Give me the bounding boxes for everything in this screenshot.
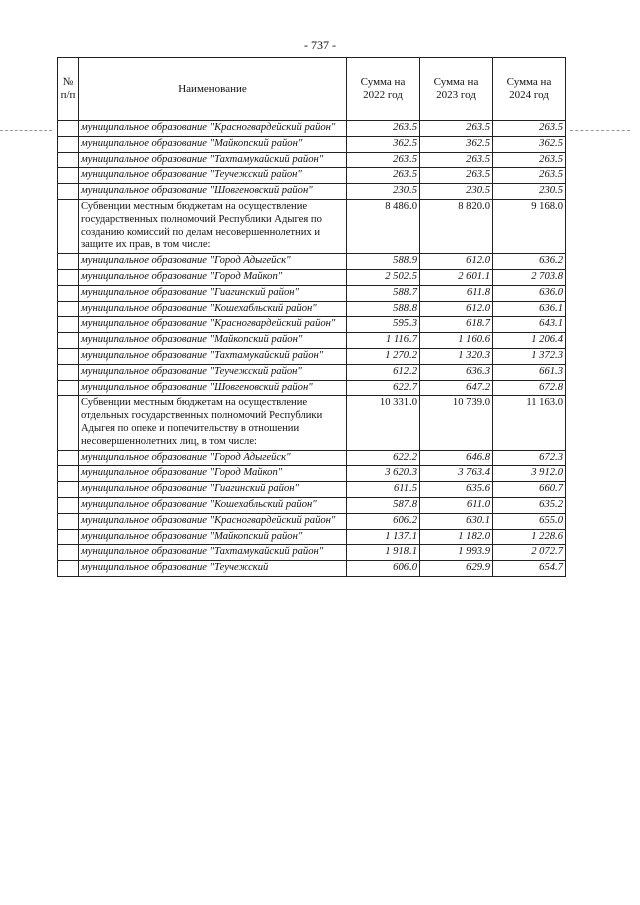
- amount-2024: 660.7: [493, 482, 566, 498]
- amount-2024: 1 206.4: [493, 333, 566, 349]
- amount-2024: 654.7: [493, 561, 566, 577]
- amount-2023: 1 160.6: [420, 333, 493, 349]
- amount-2023: 618.7: [420, 317, 493, 333]
- row-number-cell: [58, 184, 79, 200]
- amount-2022: 588.9: [347, 254, 420, 270]
- amount-2023: 646.8: [420, 450, 493, 466]
- table-row: [58, 364, 566, 380]
- amount-2023: 1 320.3: [420, 348, 493, 364]
- table-row: [58, 168, 566, 184]
- amount-2022: 588.7: [347, 285, 420, 301]
- amount-2023: 2 601.1: [420, 269, 493, 285]
- row-number-cell: [58, 529, 79, 545]
- amount-2023: 230.5: [420, 184, 493, 200]
- amount-2022: 606.2: [347, 513, 420, 529]
- amount-2023: 8 820.0: [420, 199, 493, 253]
- row-name: муниципальное образование "Красногвардейский район": [79, 121, 347, 137]
- amount-2022: 263.5: [347, 121, 420, 137]
- fold-line-left: [0, 130, 52, 131]
- amount-2023: 636.3: [420, 364, 493, 380]
- amount-2022: 1 918.1: [347, 545, 420, 561]
- amount-2024: 230.5: [493, 184, 566, 200]
- amount-2023: 3 763.4: [420, 466, 493, 482]
- row-name: муниципальное образование "Тахтамукайский район": [79, 545, 347, 561]
- amount-2022: 611.5: [347, 482, 420, 498]
- table-row: [58, 317, 566, 333]
- header-2022: Сумма на 2022 год: [347, 58, 420, 121]
- page-number: - 737 -: [304, 38, 336, 52]
- amount-2023: 263.5: [420, 168, 493, 184]
- amount-2022: 230.5: [347, 184, 420, 200]
- row-name: муниципальное образование "Шовгеновский район": [79, 380, 347, 396]
- table-row: [58, 513, 566, 529]
- row-number-cell: [58, 497, 79, 513]
- amount-2024: 635.2: [493, 497, 566, 513]
- row-number-cell: [58, 285, 79, 301]
- table-body: [58, 121, 566, 577]
- table-row: [58, 199, 566, 253]
- row-name: муниципальное образование "Город Майкоп": [79, 466, 347, 482]
- table-row: [58, 184, 566, 200]
- row-number-cell: [58, 121, 79, 137]
- row-name: муниципальное образование "Город Адыгейск": [79, 254, 347, 270]
- row-name: Субвенции местным бюджетам на осуществление государственных полномочий Республики Адыгея по созданию комиссий по делам несовершеннолетних и защите их прав, в том числе:: [79, 199, 347, 253]
- row-name: муниципальное образование "Тахтамукайский район": [79, 152, 347, 168]
- row-number-cell: [58, 482, 79, 498]
- table-row: [58, 301, 566, 317]
- row-name: муниципальное образование "Город Майкоп": [79, 269, 347, 285]
- amount-2022: 595.3: [347, 317, 420, 333]
- row-number-cell: [58, 152, 79, 168]
- header-2023: Сумма на 2023 год: [420, 58, 493, 121]
- row-number-cell: [58, 301, 79, 317]
- amount-2024: 11 163.0: [493, 396, 566, 450]
- row-name: Субвенции местным бюджетам на осуществление отдельных государственных полномочий Республики Адыгея по опеке и попечительству в отношении несовершеннолетних лиц, в том числе:: [79, 396, 347, 450]
- amount-2024: 643.1: [493, 317, 566, 333]
- row-number-cell: [58, 466, 79, 482]
- table-row: [58, 348, 566, 364]
- row-number-cell: [58, 513, 79, 529]
- amount-2022: 1 116.7: [347, 333, 420, 349]
- amount-2022: 622.7: [347, 380, 420, 396]
- amount-2022: 3 620.3: [347, 466, 420, 482]
- row-number-cell: [58, 136, 79, 152]
- amount-2023: 612.0: [420, 254, 493, 270]
- amount-2023: 1 993.9: [420, 545, 493, 561]
- amount-2022: 8 486.0: [347, 199, 420, 253]
- header-2024: Сумма на 2024 год: [493, 58, 566, 121]
- row-number-cell: [58, 364, 79, 380]
- table-row: [58, 121, 566, 137]
- amount-2022: 622.2: [347, 450, 420, 466]
- amount-2023: 362.5: [420, 136, 493, 152]
- row-name: муниципальное образование "Майкопский район": [79, 529, 347, 545]
- amount-2024: 2 703.8: [493, 269, 566, 285]
- amount-2023: 611.8: [420, 285, 493, 301]
- row-name: муниципальное образование "Майкопский район": [79, 136, 347, 152]
- amount-2022: 606.0: [347, 561, 420, 577]
- table-row: [58, 450, 566, 466]
- table-row: [58, 285, 566, 301]
- table-row: [58, 482, 566, 498]
- amount-2024: 9 168.0: [493, 199, 566, 253]
- amount-2022: 2 502.5: [347, 269, 420, 285]
- table-row: [58, 466, 566, 482]
- amount-2022: 10 331.0: [347, 396, 420, 450]
- amount-2024: 263.5: [493, 168, 566, 184]
- amount-2024: 672.3: [493, 450, 566, 466]
- row-name: муниципальное образование "Теучежский район": [79, 364, 347, 380]
- row-name: муниципальное образование "Кошехабльский район": [79, 497, 347, 513]
- amount-2024: 263.5: [493, 152, 566, 168]
- table-header-row: [58, 58, 566, 121]
- row-name: муниципальное образование "Теучежский район": [79, 168, 347, 184]
- amount-2024: 672.8: [493, 380, 566, 396]
- amount-2023: 1 182.0: [420, 529, 493, 545]
- table-row: [58, 136, 566, 152]
- header-name: Наименование: [79, 58, 347, 121]
- table-row: [58, 380, 566, 396]
- row-number-cell: [58, 317, 79, 333]
- amount-2024: 1 372.3: [493, 348, 566, 364]
- table-row: [58, 545, 566, 561]
- amount-2022: 587.8: [347, 497, 420, 513]
- table-row: [58, 529, 566, 545]
- amount-2023: 263.5: [420, 152, 493, 168]
- amount-2024: 3 912.0: [493, 466, 566, 482]
- budget-table: [57, 57, 566, 577]
- amount-2024: 2 072.7: [493, 545, 566, 561]
- row-number-cell: [58, 333, 79, 349]
- amount-2024: 1 228.6: [493, 529, 566, 545]
- amount-2024: 362.5: [493, 136, 566, 152]
- row-number-cell: [58, 269, 79, 285]
- header-num: № п/п: [58, 58, 79, 121]
- amount-2024: 661.3: [493, 364, 566, 380]
- table-row: [58, 561, 566, 577]
- amount-2023: 612.0: [420, 301, 493, 317]
- amount-2023: 647.2: [420, 380, 493, 396]
- row-number-cell: [58, 348, 79, 364]
- amount-2023: 10 739.0: [420, 396, 493, 450]
- amount-2022: 588.8: [347, 301, 420, 317]
- row-name: муниципальное образование "Тахтамукайский район": [79, 348, 347, 364]
- table-row: [58, 333, 566, 349]
- row-name: муниципальное образование "Город Адыгейск": [79, 450, 347, 466]
- row-number-cell: [58, 199, 79, 253]
- row-name: муниципальное образование "Кошехабльский район": [79, 301, 347, 317]
- row-name: муниципальное образование "Майкопский район": [79, 333, 347, 349]
- table-row: [58, 396, 566, 450]
- row-number-cell: [58, 380, 79, 396]
- amount-2022: 362.5: [347, 136, 420, 152]
- amount-2022: 1 137.1: [347, 529, 420, 545]
- table-row: [58, 254, 566, 270]
- row-number-cell: [58, 561, 79, 577]
- amount-2024: 263.5: [493, 121, 566, 137]
- row-name: муниципальное образование "Шовгеновский район": [79, 184, 347, 200]
- row-number-cell: [58, 396, 79, 450]
- amount-2024: 636.0: [493, 285, 566, 301]
- row-number-cell: [58, 450, 79, 466]
- fold-line-right: [570, 130, 630, 131]
- amount-2023: 611.0: [420, 497, 493, 513]
- row-number-cell: [58, 254, 79, 270]
- amount-2024: 655.0: [493, 513, 566, 529]
- row-number-cell: [58, 168, 79, 184]
- amount-2023: 629.9: [420, 561, 493, 577]
- row-name: муниципальное образование "Гиагинский район": [79, 285, 347, 301]
- amount-2022: 612.2: [347, 364, 420, 380]
- row-number-cell: [58, 545, 79, 561]
- amount-2022: 263.5: [347, 152, 420, 168]
- row-name: муниципальное образование "Красногвардейский район": [79, 513, 347, 529]
- amount-2023: 630.1: [420, 513, 493, 529]
- amount-2024: 636.2: [493, 254, 566, 270]
- amount-2023: 263.5: [420, 121, 493, 137]
- table-row: [58, 497, 566, 513]
- row-name: муниципальное образование "Гиагинский район": [79, 482, 347, 498]
- amount-2023: 635.6: [420, 482, 493, 498]
- amount-2022: 1 270.2: [347, 348, 420, 364]
- amount-2022: 263.5: [347, 168, 420, 184]
- table-row: [58, 269, 566, 285]
- table-row: [58, 152, 566, 168]
- row-name: муниципальное образование "Красногвардейский район": [79, 317, 347, 333]
- row-name: муниципальное образование "Теучежский: [79, 561, 347, 577]
- amount-2024: 636.1: [493, 301, 566, 317]
